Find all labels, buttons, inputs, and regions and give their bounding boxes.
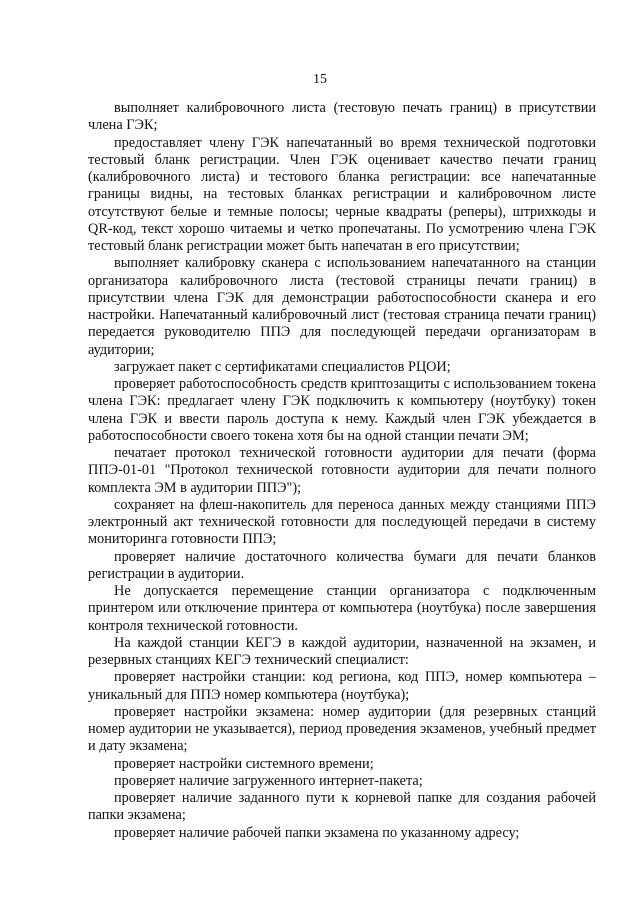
paragraph: предоставляет члену ГЭК напечатанный во время технической подготовки тестовый бланк регистрации. Член ГЭК оценивает качество печати границ (калибровочного листа) и тестового бланка регистрации: все напечатанные границы видны, на тестовых бланках регистрации и калибровочном листе отсутствуют белые и темные полосы; черные квадраты (реперы), штрихкоды и QR-код, текст хорошо читаемы и четко пропечатаны. По усмотрению члена ГЭК тестовый бланк регистрации может быть напечатан в его присутствии; <box>88 134 596 254</box>
paragraph: загружает пакет с сертификатами специалистов РЦОИ; <box>114 358 451 375</box>
document-body <box>88 100 596 842</box>
paragraph: На каждой станции КЕГЭ в каждой аудитории, назначенной на экзамен, и резервных станциях КЕГЭ технический специалист: <box>88 634 596 668</box>
paragraph: проверяет наличие рабочей папки экзамена по указанному адресу; <box>114 824 520 841</box>
paragraph: проверяет наличие достаточного количества бумаги для печати бланков регистрации в аудитории. <box>88 548 596 582</box>
paragraph: сохраняет на флеш-накопитель для переноса данных между станциями ППЭ электронный акт технической готовности для последующей передачи в систему мониторинга готовности ППЭ; <box>88 496 596 548</box>
paragraph: выполняет калибровку сканера с использованием напечатанного на станции организатора калибровочного листа (тестовой страницы печати границ) в присутствии члена ГЭК для демонстрации работоспособности сканера и его настройки. Напечатанный калибровочный лист (тестовая страница печати границ) передается руководителю ППЭ для последующей передачи организаторам в аудитории; <box>88 255 596 358</box>
paragraph: проверяет наличие заданного пути к корневой папке для создания рабочей папки экзамена; <box>88 790 596 824</box>
page-number: 15 <box>313 72 327 87</box>
paragraph: выполняет калибровочного листа (тестовую печать границ) в присутствии члена ГЭК; <box>88 100 596 134</box>
paragraph: печатает протокол технической готовности аудитории для печати (форма ППЭ-01-01 "Протокол технической готовности аудитории для печати полного комплекта ЭМ в аудитории ППЭ"); <box>88 445 596 496</box>
paragraph: проверяет настройки системного времени; <box>114 755 374 772</box>
paragraph: проверяет настройки экзамена: номер аудитории (для резервных станций номер аудитории не указывается), период проведения экзаменов, учебный предмет и дату экзамена; <box>88 703 596 755</box>
paragraph: проверяет наличие загруженного интернет-пакета; <box>114 772 423 789</box>
paragraph: проверяет настройки станции: код региона, код ППЭ, номер компьютера – уникальный для ППЭ номер компьютера (ноутбука); <box>88 669 596 703</box>
paragraph: проверяет работоспособность средств криптозащиты с использованием токена члена ГЭК: предлагает члену ГЭК подключить к компьютеру (ноутбуку) токен члена ГЭК и ввести пароль доступа к нему. Каждый член ГЭК убеждается в работоспособности своего токена хотя бы на одной станции печати ЭМ; <box>88 376 596 444</box>
paragraph: Не допускается перемещение станции организатора с подключенным принтером или отключение принтера от компьютера (ноутбука) после завершения контроля технической готовности. <box>88 583 596 634</box>
